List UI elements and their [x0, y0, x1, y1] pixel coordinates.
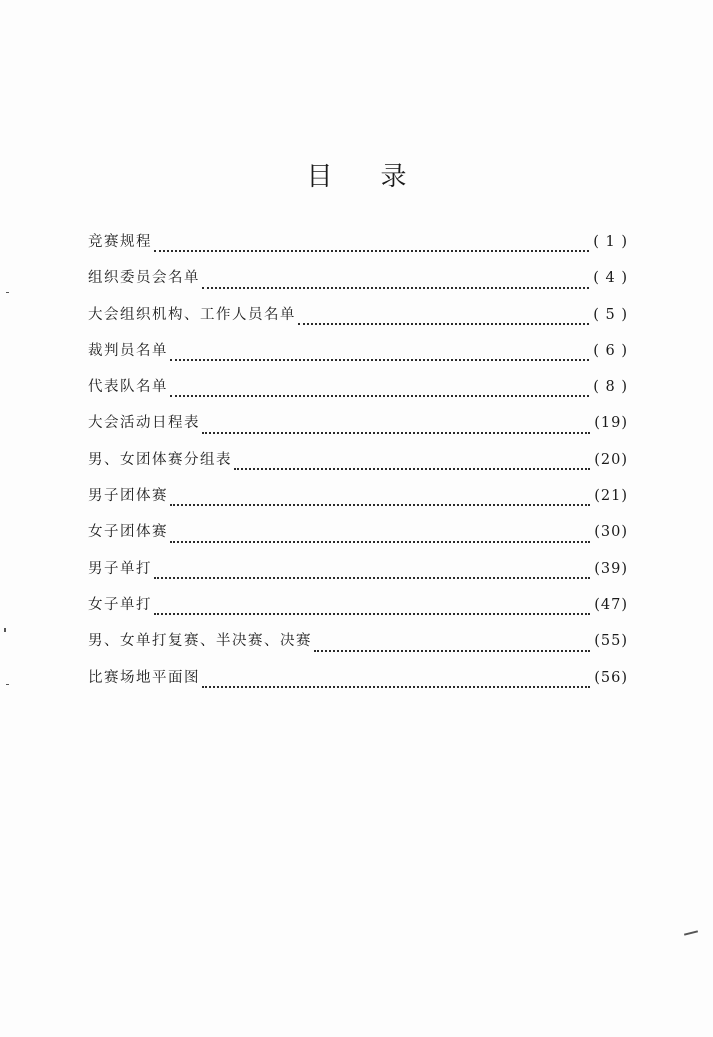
toc-entry[interactable]	[88, 448, 628, 484]
toc-entry-title: 组织委员会名单	[88, 270, 200, 287]
toc-entry-title: 大会组织机构、工作人员名单	[88, 306, 296, 323]
toc-entry-title: 女子团体赛	[88, 524, 168, 541]
toc-dot-leader	[154, 250, 589, 252]
toc-dot-leader	[154, 577, 590, 579]
toc-entry[interactable]	[88, 557, 628, 593]
title-char: 录	[380, 162, 407, 192]
toc-entry[interactable]	[88, 230, 628, 266]
toc-entry[interactable]	[88, 629, 628, 665]
toc-entry-page: ( 5 )	[593, 306, 628, 323]
toc-entry[interactable]	[88, 520, 628, 556]
scan-mark	[6, 684, 9, 685]
toc-entry-title: 竞赛规程	[88, 234, 152, 250]
toc-dot-leader	[202, 686, 590, 688]
title-char: 目	[306, 162, 333, 192]
toc-entry[interactable]	[88, 303, 628, 339]
toc-entry-page: (55)	[594, 633, 628, 650]
toc-entry[interactable]	[88, 484, 628, 520]
toc-entry-title: 男子单打	[88, 560, 152, 577]
toc-entry-page: (30)	[594, 524, 628, 541]
toc-entry-page: ( 1 )	[593, 234, 628, 250]
toc-entry-title: 女子单打	[88, 596, 152, 613]
toc-entry-title: 男、女单打复赛、半决赛、决赛	[88, 633, 312, 650]
toc-dot-leader	[170, 504, 590, 506]
toc-entry-title: 大会活动日程表	[88, 415, 200, 432]
toc-entry-title: 比赛场地平面图	[88, 669, 200, 686]
table-of-contents	[88, 230, 628, 702]
toc-entry-page: (20)	[594, 451, 628, 468]
scan-mark	[684, 930, 698, 935]
toc-dot-leader	[170, 395, 589, 397]
scan-mark	[4, 628, 6, 632]
toc-dot-leader	[314, 650, 590, 652]
toc-entry-page: ( 4 )	[593, 270, 628, 287]
toc-entry-page: ( 8 )	[593, 379, 628, 396]
toc-dot-leader	[170, 541, 590, 543]
toc-entry-page: (19)	[594, 415, 628, 432]
toc-dot-leader	[202, 287, 589, 289]
toc-entry[interactable]	[88, 411, 628, 447]
toc-dot-leader	[298, 323, 589, 325]
page-title	[0, 156, 713, 193]
toc-entry[interactable]	[88, 666, 628, 702]
toc-entry-page: (21)	[594, 488, 628, 505]
toc-entry[interactable]	[88, 266, 628, 302]
toc-dot-leader	[202, 432, 590, 434]
toc-entry[interactable]	[88, 339, 628, 375]
toc-entry-title: 男、女团体赛分组表	[88, 451, 232, 468]
toc-entry-page: (39)	[594, 560, 628, 577]
toc-dot-leader	[170, 359, 589, 361]
toc-dot-leader	[234, 468, 590, 470]
scan-mark	[6, 292, 9, 293]
toc-entry[interactable]	[88, 593, 628, 629]
toc-entry-title: 裁判员名单	[88, 342, 168, 359]
toc-entry-page: (56)	[594, 669, 628, 686]
toc-entry-title: 男子团体赛	[88, 488, 168, 505]
toc-entry-page: (47)	[594, 596, 628, 613]
toc-entry-title: 代表队名单	[88, 379, 168, 396]
toc-dot-leader	[154, 613, 590, 615]
toc-entry[interactable]	[88, 375, 628, 411]
toc-entry-page: ( 6 )	[593, 342, 628, 359]
